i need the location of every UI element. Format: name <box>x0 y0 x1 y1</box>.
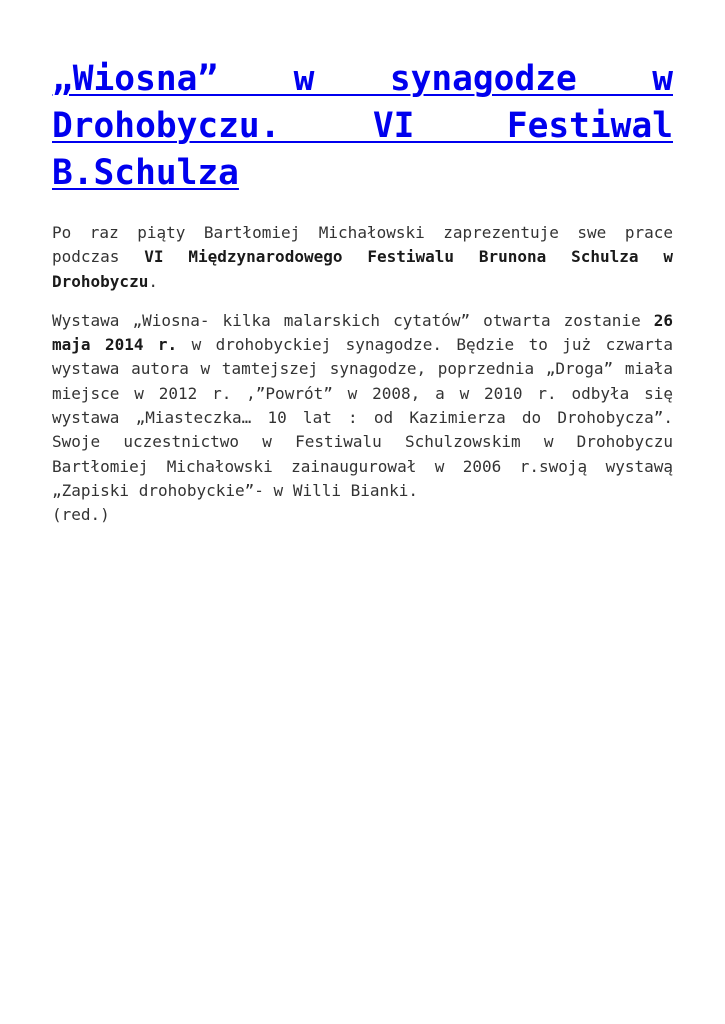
signature: (red.) <box>52 505 110 525</box>
paragraph-exhibition-text: Wystawa „Wiosna- kilka malarskich cytatów” otwarta zostanie <box>52 310 654 330</box>
festival-name: VI Międzynarodowego Festiwalu Brunona Schulza w Drohobyczu <box>52 247 673 291</box>
paragraph-intro-end: . <box>148 271 158 291</box>
exhibition-date: 26 maja 2014 r. <box>52 310 673 355</box>
paragraph-exhibition-rest: w drohobyckiej synagodze. Będzie to już czwarta wystawa autora w tamtejszej synagodze, poprzednia „Droga” miała miejsce w 2012 r. ,”Powrót” w 2008, a w 2010 r. odbyła się wystawa „Miasteczka… 10 lat : od Kazimierza do Drohobycza”. Swoje uczestnictwo w Festiwalu Schulzowskim w Drohobyczu Bartłomiej Michałowski zainaugurował w 2006 r.swoją wystawą „Zapiski drohobyckie”- w Willi Bianki. <box>52 335 673 500</box>
article-title-link[interactable]: „Wiosna” w synagodze w Drohobyczu. VI Festiwal B.Schulza <box>52 59 673 193</box>
paragraph-exhibition <box>52 309 673 528</box>
paragraph-intro <box>52 221 673 294</box>
article <box>52 56 673 543</box>
article-body <box>52 221 673 528</box>
article-title <box>52 56 673 197</box>
paragraph-intro-text: Po raz piąty Bartłomiej Michałowski zaprezentuje swe prace podczas <box>52 223 673 267</box>
